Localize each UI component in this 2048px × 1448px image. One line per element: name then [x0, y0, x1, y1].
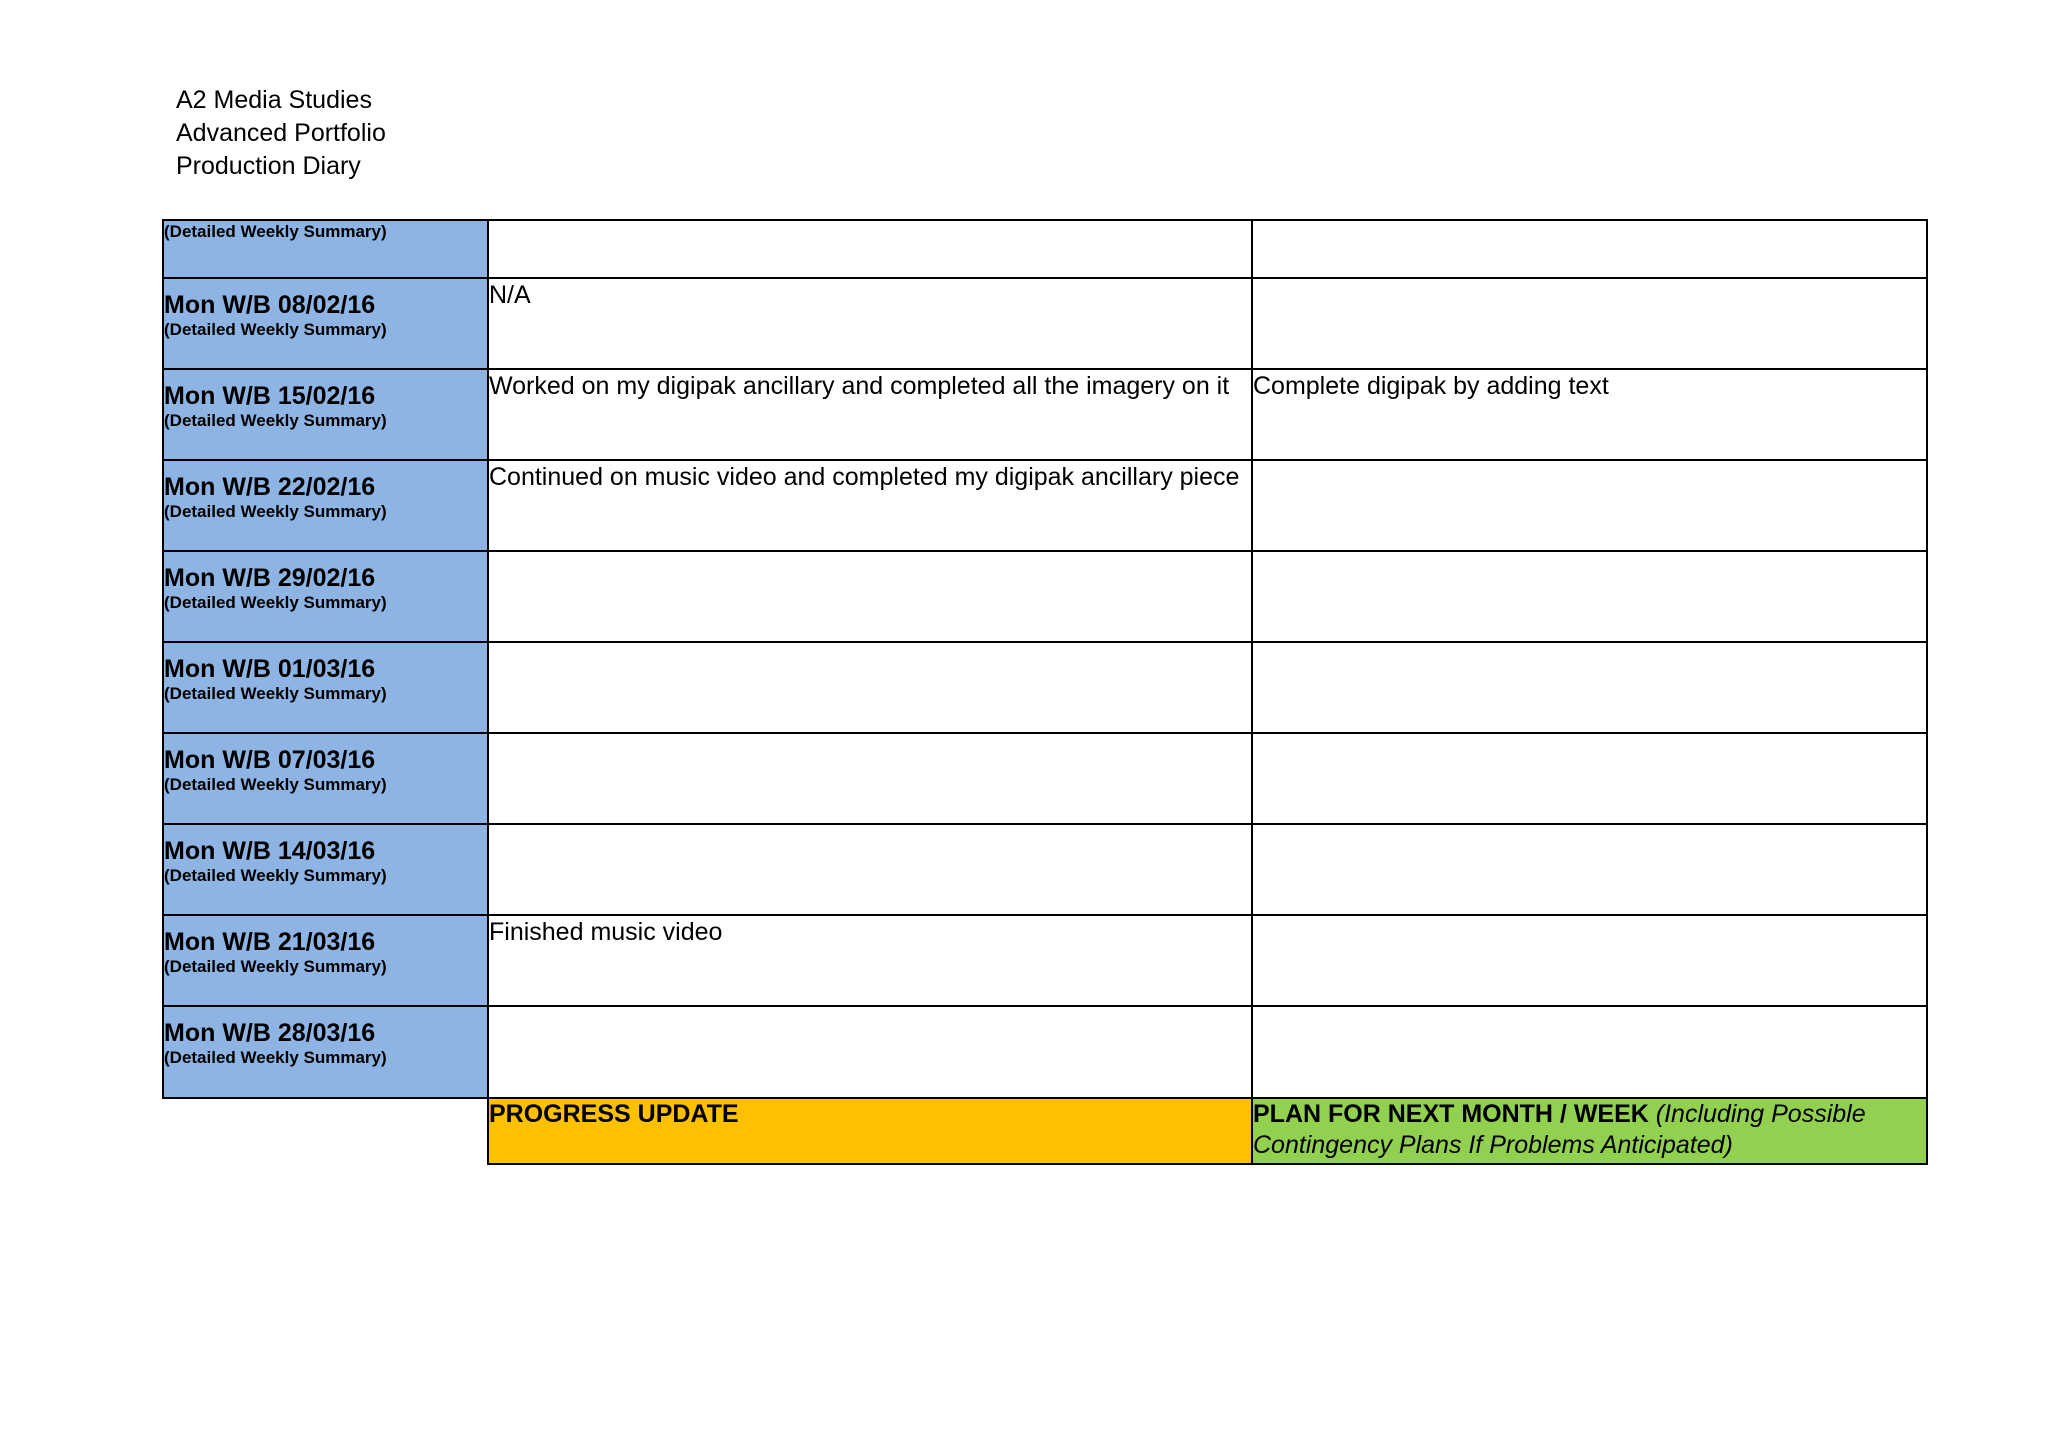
plan-cell[interactable]: [1252, 1006, 1927, 1098]
portfolio-title: Advanced Portfolio: [176, 119, 386, 147]
week-cell: [163, 642, 488, 733]
week-cell: [163, 915, 488, 1006]
progress-update-heading: PROGRESS UPDATE: [488, 1098, 1252, 1164]
week-cell: [163, 733, 488, 824]
week-cell: [163, 369, 488, 460]
progress-cell[interactable]: [488, 220, 1252, 278]
summary-label: (Detailed Weekly Summary): [164, 775, 387, 794]
week-label: Mon W/B 08/02/16: [164, 291, 376, 319]
week-label: Mon W/B 14/03/16: [164, 837, 376, 865]
summary-label: (Detailed Weekly Summary): [164, 502, 387, 521]
week-cell: [163, 460, 488, 551]
plan-cell[interactable]: [1252, 551, 1927, 642]
summary-label: (Detailed Weekly Summary): [164, 1048, 387, 1067]
week-label: Mon W/B 01/03/16: [164, 655, 376, 683]
table-row: [163, 824, 1927, 915]
plan-cell[interactable]: [1252, 824, 1927, 915]
course-title: A2 Media Studies: [176, 86, 372, 114]
progress-cell[interactable]: N/A: [488, 278, 1252, 369]
diary-title: Production Diary: [176, 152, 361, 180]
week-label: Mon W/B 28/03/16: [164, 1019, 376, 1047]
table-row: [163, 460, 1927, 551]
plan-cell[interactable]: [1252, 733, 1927, 824]
week-cell: [163, 824, 488, 915]
plan-cell[interactable]: [1252, 915, 1927, 1006]
table-row: [163, 369, 1927, 460]
table-footer-row: [163, 1098, 1927, 1164]
plan-cell[interactable]: [1252, 642, 1927, 733]
week-cell: [163, 220, 488, 278]
table-row: [163, 733, 1927, 824]
progress-cell[interactable]: [488, 551, 1252, 642]
plan-cell[interactable]: [1252, 220, 1927, 278]
table-row: [163, 278, 1927, 369]
week-cell: [163, 1006, 488, 1098]
summary-label: (Detailed Weekly Summary): [164, 320, 387, 339]
week-label: Mon W/B 21/03/16: [164, 928, 376, 956]
footer-spacer: [163, 1098, 488, 1164]
table-row: [163, 642, 1927, 733]
plan-heading-title: PLAN FOR NEXT MONTH / WEEK: [1253, 1100, 1649, 1128]
plan-cell[interactable]: [1252, 460, 1927, 551]
summary-label: (Detailed Weekly Summary): [164, 957, 387, 976]
week-cell: [163, 551, 488, 642]
plan-cell[interactable]: Complete digipak by adding text: [1252, 369, 1927, 460]
production-diary-table: [162, 219, 1928, 1165]
progress-cell[interactable]: [488, 1006, 1252, 1098]
week-label: Mon W/B 22/02/16: [164, 473, 376, 501]
plan-cell[interactable]: [1252, 278, 1927, 369]
progress-cell[interactable]: Continued on music video and completed my digipak ancillary piece: [488, 460, 1252, 551]
summary-label: (Detailed Weekly Summary): [164, 593, 387, 612]
summary-label: (Detailed Weekly Summary): [164, 866, 387, 885]
week-label: Mon W/B 29/02/16: [164, 564, 376, 592]
plan-heading-note: (Including Possible Contingency Plans If Problems Anticipated): [1253, 1100, 1866, 1159]
summary-label: (Detailed Weekly Summary): [164, 222, 387, 241]
table-row: [163, 551, 1927, 642]
week-cell: [163, 278, 488, 369]
progress-cell[interactable]: [488, 824, 1252, 915]
document-header: [176, 84, 386, 183]
week-label: Mon W/B 07/03/16: [164, 746, 376, 774]
progress-cell[interactable]: [488, 733, 1252, 824]
summary-label: (Detailed Weekly Summary): [164, 411, 387, 430]
week-label: Mon W/B 15/02/16: [164, 382, 376, 410]
progress-cell[interactable]: Worked on my digipak ancillary and completed all the imagery on it: [488, 369, 1252, 460]
progress-cell[interactable]: [488, 642, 1252, 733]
plan-heading: [1252, 1098, 1927, 1164]
progress-cell[interactable]: Finished music video: [488, 915, 1252, 1006]
summary-label: (Detailed Weekly Summary): [164, 684, 387, 703]
table-row: [163, 1006, 1927, 1098]
table-row: [163, 220, 1927, 278]
table-row: [163, 915, 1927, 1006]
